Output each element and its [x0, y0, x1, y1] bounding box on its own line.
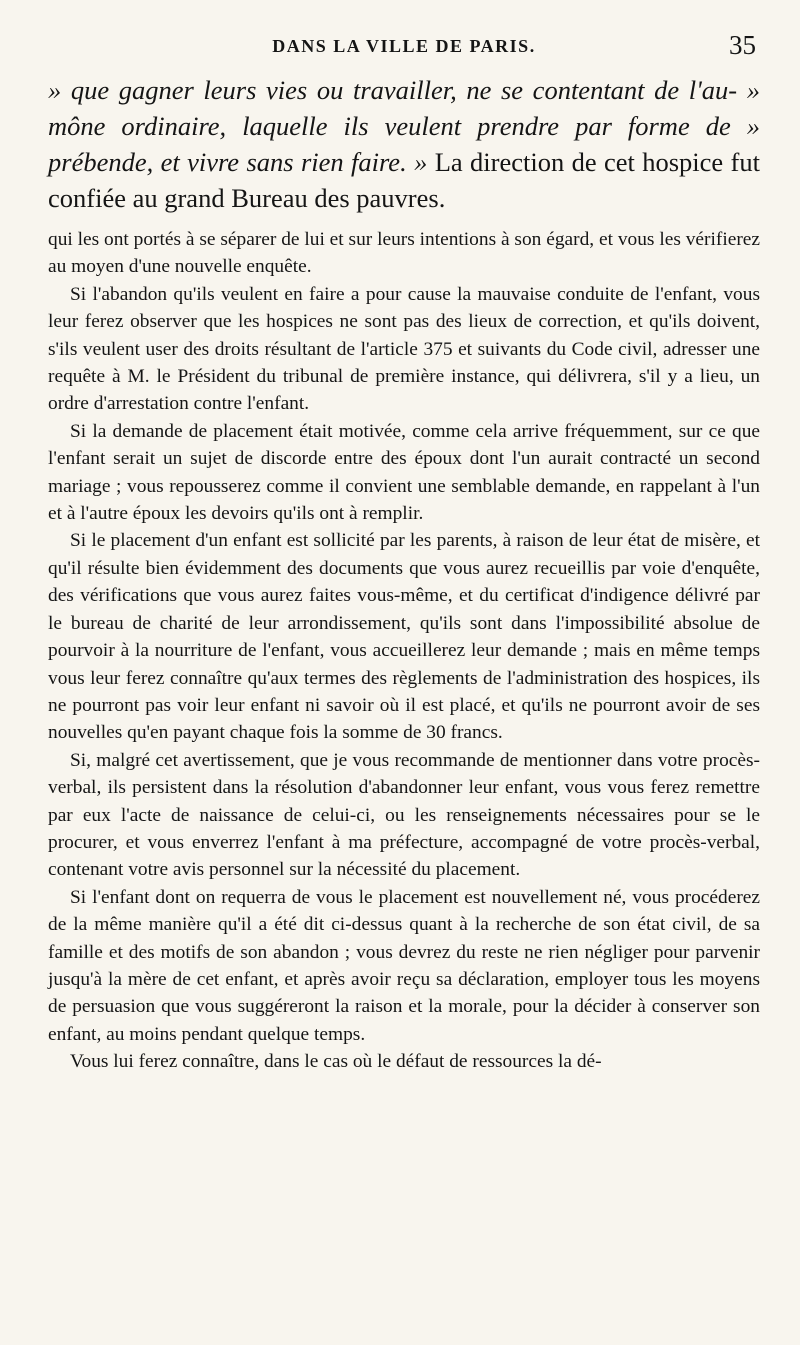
- paragraph: Si la demande de placement était motivée, comme cela arrive fréquemment, sur ce que l'enfant serait un sujet de discorde entre des époux dont l'un aurait contracté un second mariage ; vous repousserez comme il convient une semblable demande, en rappelant à l'un et à l'autre époux les devoirs qu'ils ont à remplir.: [48, 420, 760, 525]
- running-head: [48, 30, 760, 68]
- opening-text: La direction de cet hospice fut confiée au grand Bureau des pauvres.: [48, 147, 760, 213]
- page-number: 35: [729, 30, 756, 60]
- running-title: DANS LA VILLE DE PARIS.: [272, 36, 536, 56]
- opening-paragraph: [48, 72, 760, 216]
- paragraph: Si l'abandon qu'ils veulent en faire a pour cause la mauvaise conduite de l'enfant, vous leur ferez observer que les hospices ne sont pas des lieux de correction, et qu'ils doivent, s'ils veulent user des droits résultant de l'article 375 et suivants du Code civil, adresser une requête à M. le Président du tribunal de première instance, qui délivrera, s'il y a lieu, un ordre d'arrestation contre l'enfant.: [48, 283, 760, 415]
- paragraph: qui les ont portés à se séparer de lui et sur leurs intentions à son égard, et vous les vérifierez au moyen d'une nouvelle enquête.: [48, 229, 760, 278]
- paragraph: Si le placement d'un enfant est sollicité par les parents, à raison de leur état de misère, et qu'il résulte bien évidemment des documents que vous aurez recueillis par voie d'enquête, des vérifications que vous aurez faites vous-même, et du certificat d'indigence délivré par le bureau de charité de leur arrondissement, qu'ils sont dans l'impossibilité absolue de pourvoir à la nourriture de l'enfant, vous accueillerez leur demande ; mais en même temps vous leur ferez connaître qu'aux termes des règlements de l'administration des hospices, ils ne pourront pas voir leur enfant ni savoir où il est placé, et qu'ils ne pourront avoir de ses nouvelles qu'en payant chaque fois la somme de 30 francs.: [48, 530, 760, 744]
- paragraph: Si l'enfant dont on requerra de vous le placement est nouvellement né, vous procéderez de la même manière qu'il a été dit ci-dessus quant à la recherche de son état civil, de sa famille et des motifs de son abandon ; vous devrez du reste ne rien négliger pour parvenir jusqu'à la mère de cet enfant, et après avoir reçu sa déclaration, employer tous les moyens de persuasion que vous suggéreront la raison et la morale, pour la décider à conserver son enfant, au moins pendant quelque temps.: [48, 886, 760, 1045]
- paragraph: Vous lui ferez connaître, dans le cas où le défaut de ressources la dé-: [70, 1051, 602, 1073]
- body-text: [48, 226, 760, 1076]
- opening-quotation: » que gagner leurs vies ou travailler, ne se contentant de l'au- » mône ordinaire, laquelle ils veulent prendre par forme de » prébende, et vivre sans rien faire. »: [48, 75, 760, 177]
- paragraph: Si, malgré cet avertissement, que je vous recommande de mentionner dans votre procès-verbal, ils persistent dans la résolution d'abandonner leur enfant, vous vous ferez remettre par eux l'acte de naissance de celui-ci, ou les renseignements nécessaires pour se le procurer, et vous enverrez l'enfant à ma préfecture, accompagné de votre procès-verbal, contenant votre avis personnel sur la nécessité du placement.: [48, 749, 760, 881]
